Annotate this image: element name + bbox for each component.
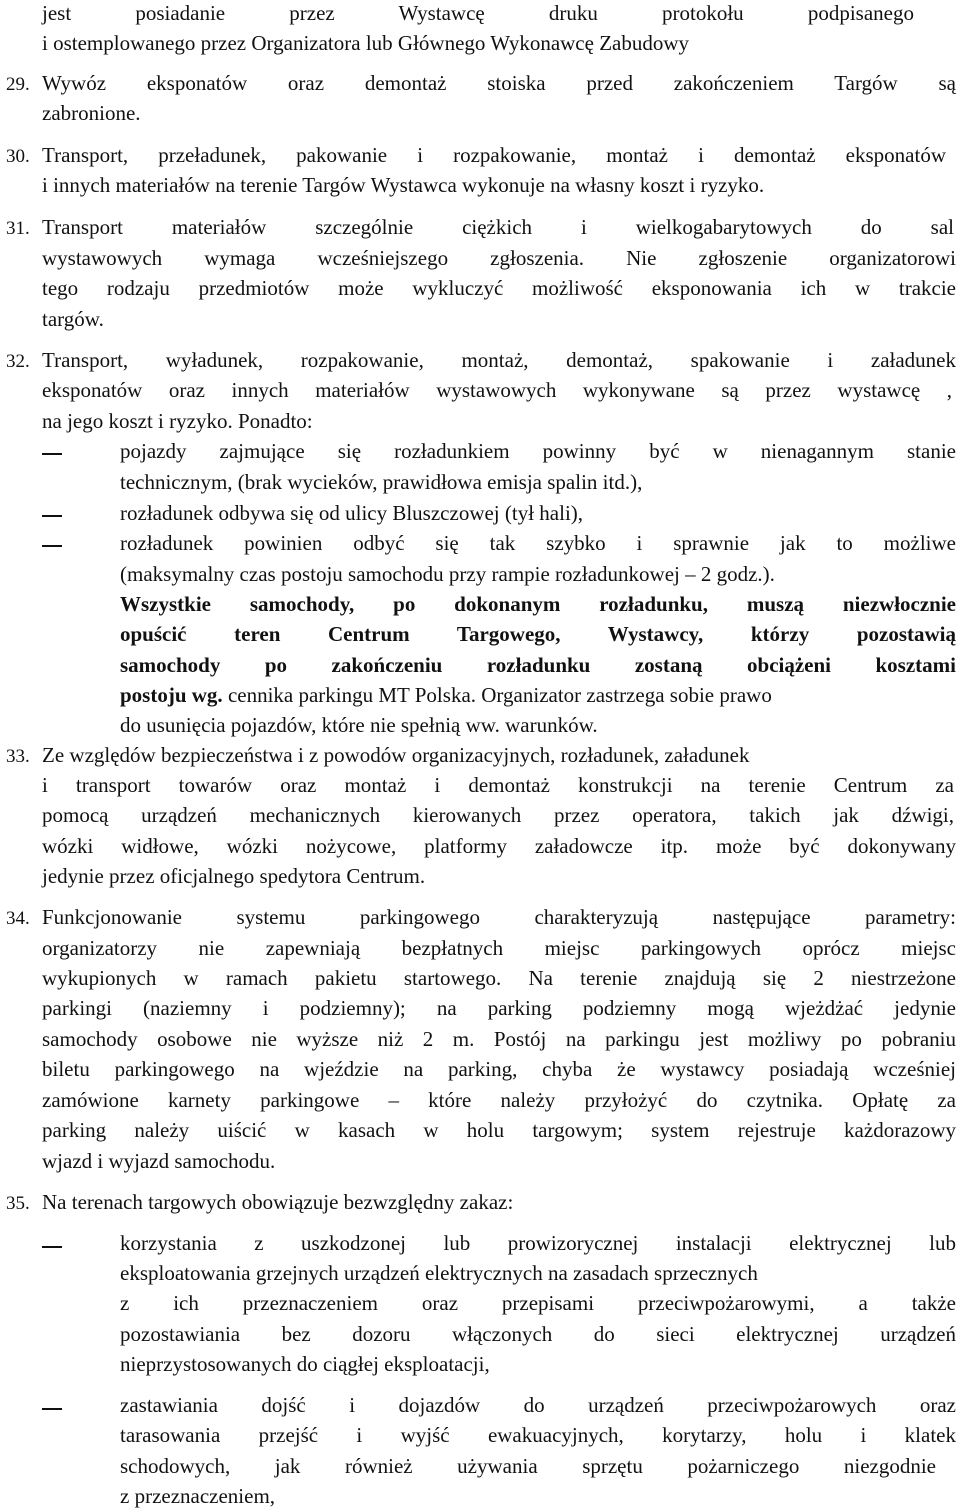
- text-line: Wywóz eksponatów oraz demontaż stoiska przed zakończeniem Targów są: [42, 71, 956, 95]
- text-line: Transport materiałów szczególnie ciężkich i wielkogabarytowych do sal: [42, 215, 954, 239]
- text-line: nieprzystosowanych do ciągłej eksploatacji,: [120, 1352, 490, 1376]
- text-line: do usunięcia pojazdów, które nie spełnią ww. warunków.: [120, 713, 598, 737]
- text-line: parking należy uiścić w kasach w holu targowym; system rejestruje każdorazowy: [42, 1118, 956, 1142]
- text-line: Transport, wyładunek, rozpakowanie, montaż, demontaż, spakowanie i załadunek: [42, 348, 956, 372]
- text-line: Funkcjonowanie systemu parkingowego charakteryzują następujące parametry:: [42, 905, 956, 929]
- bold-text: postoju wg.: [120, 683, 223, 707]
- text-line: rozładunek odbywa się od ulicy Bluszczowej (tył hali),: [120, 501, 584, 525]
- item-number: 31.: [6, 218, 30, 239]
- dash-bullet: [42, 453, 62, 455]
- text-line: pozostawiania bez dozoru włączonych do sieci elektrycznej urządzeń: [120, 1322, 956, 1346]
- bold-text-line: samochody po zakończeniu rozładunku zostaną obciążeni kosztami: [120, 653, 956, 677]
- item-number: 30.: [6, 146, 30, 167]
- text-line: rozładunek powinien odbyć się tak szybko i sprawnie jak to możliwe: [120, 531, 956, 555]
- text-line: wykupionych w ramach pakietu startowego. Na terenie znajdują się 2 niestrzeżone: [42, 966, 956, 990]
- dash-bullet: [42, 1246, 62, 1248]
- text-line: parkingi (naziemny i podziemny); na parking podziemny mogą wjeżdżać jedynie: [42, 996, 956, 1020]
- text-line: zastawiania dojść i dojazdów do urządzeń przeciwpożarowych oraz: [120, 1393, 956, 1417]
- text-line: organizatorzy nie zapewniają bezpłatnych miejsc parkingowych oprócz miejsc: [42, 936, 956, 960]
- text-line: biletu parkingowego na wjeździe na parking, chyba że wystawcy posiadają wcześniej: [42, 1057, 956, 1081]
- text-line: wózki widłowe, wózki nożycowe, platformy załadowcze itp. może być dokonywany: [42, 834, 956, 858]
- text-line: wystawowych wymaga wcześniejszego zgłoszenia. Nie zgłoszenie organizatorowi: [42, 246, 956, 270]
- text-line: Na terenach targowych obowiązuje bezwzględny zakaz:: [42, 1190, 514, 1214]
- text-line: pojazdy zajmujące się rozładunkiem powinny być w nienagannym stanie: [120, 439, 956, 463]
- item-number: 34.: [6, 908, 30, 929]
- text-line: samochody osobowe nie wyższe niż 2 m. Postój na parkingu jest możliwy po pobraniu: [42, 1027, 956, 1051]
- bold-text-line: opuścić teren Centrum Targowego, Wystawcy, którzy pozostawią: [120, 622, 956, 646]
- text-line: pomocą urządzeń mechanicznych kierowanych przez operatora, takich jak dźwigi,: [42, 803, 954, 827]
- text-line: korzystania z uszkodzonej lub prowizorycznej instalacji elektrycznej lub: [120, 1231, 956, 1255]
- bold-text-line: Wszystkie samochody, po dokonanym rozładunku, muszą niezwłocznie: [120, 592, 956, 616]
- text-line: Transport, przeładunek, pakowanie i rozpakowanie, montaż i demontaż eksponatów: [42, 143, 946, 167]
- item-number: 32.: [6, 351, 30, 372]
- text-line: i innych materiałów na terenie Targów Wystawca wykonuje na własny koszt i ryzyko.: [42, 173, 765, 197]
- text-line: z ich przeznaczeniem oraz przepisami przeciwpożarowymi, a także: [120, 1291, 956, 1315]
- text-line: zamówione karnety parkingowe – które należy przyłożyć do czytnika. Opłatę za: [42, 1088, 956, 1112]
- dash-bullet: [42, 1408, 62, 1410]
- text-line: technicznym, (brak wycieków, prawidłowa emisja spalin itd.),: [120, 470, 643, 494]
- text-line: Ze względów bezpieczeństwa i z powodów organizacyjnych, rozładunek, załadunek: [42, 743, 750, 767]
- text-line: schodowych, jak również używania sprzętu pożarniczego niezgodnie: [120, 1454, 936, 1478]
- text-line: na jego koszt i ryzyko. Ponadto:: [42, 409, 313, 433]
- item-number: 33.: [6, 746, 30, 767]
- text-line: tego rodzaju przedmiotów może wykluczyć możliwość eksponowania ich w trakcie: [42, 276, 956, 300]
- text-line: tarasowania przejść i wyjść ewakuacyjnych, korytarzy, holu i klatek: [120, 1423, 956, 1447]
- text-span: cennika parkingu MT Polska. Organizator zastrzega sobie prawo: [222, 683, 772, 707]
- mixed-text-line: [120, 685, 772, 706]
- text-line: targów.: [42, 307, 104, 331]
- text-line: jest posiadanie przez Wystawcę druku protokołu podpisanego: [42, 1, 914, 25]
- item-number: 35.: [6, 1193, 30, 1214]
- text-line: eksponatów oraz innych materiałów wystawowych wykonywane są przez wystawcę ,: [42, 378, 952, 402]
- text-line: i ostemplowanego przez Organizatora lub Głównego Wykonawcę Zabudowy: [42, 31, 690, 55]
- item-number: 29.: [6, 74, 30, 95]
- text-line: (maksymalny czas postoju samochodu przy rampie rozładunkowej – 2 godz.).: [120, 562, 775, 586]
- text-line: wjazd i wyjazd samochodu.: [42, 1149, 276, 1173]
- text-line: jedynie przez oficjalnego spedytora Centrum.: [42, 864, 426, 888]
- dash-bullet: [42, 515, 62, 517]
- text-line: eksploatowania grzejnych urządzeń elektrycznych na zasadach sprzecznych: [120, 1261, 758, 1285]
- dash-bullet: [42, 545, 62, 547]
- text-line: z przeznaczeniem,: [120, 1484, 276, 1508]
- text-line: zabronione.: [42, 101, 141, 125]
- text-line: i transport towarów oraz montaż i demontaż konstrukcji na terenie Centrum za: [42, 773, 954, 797]
